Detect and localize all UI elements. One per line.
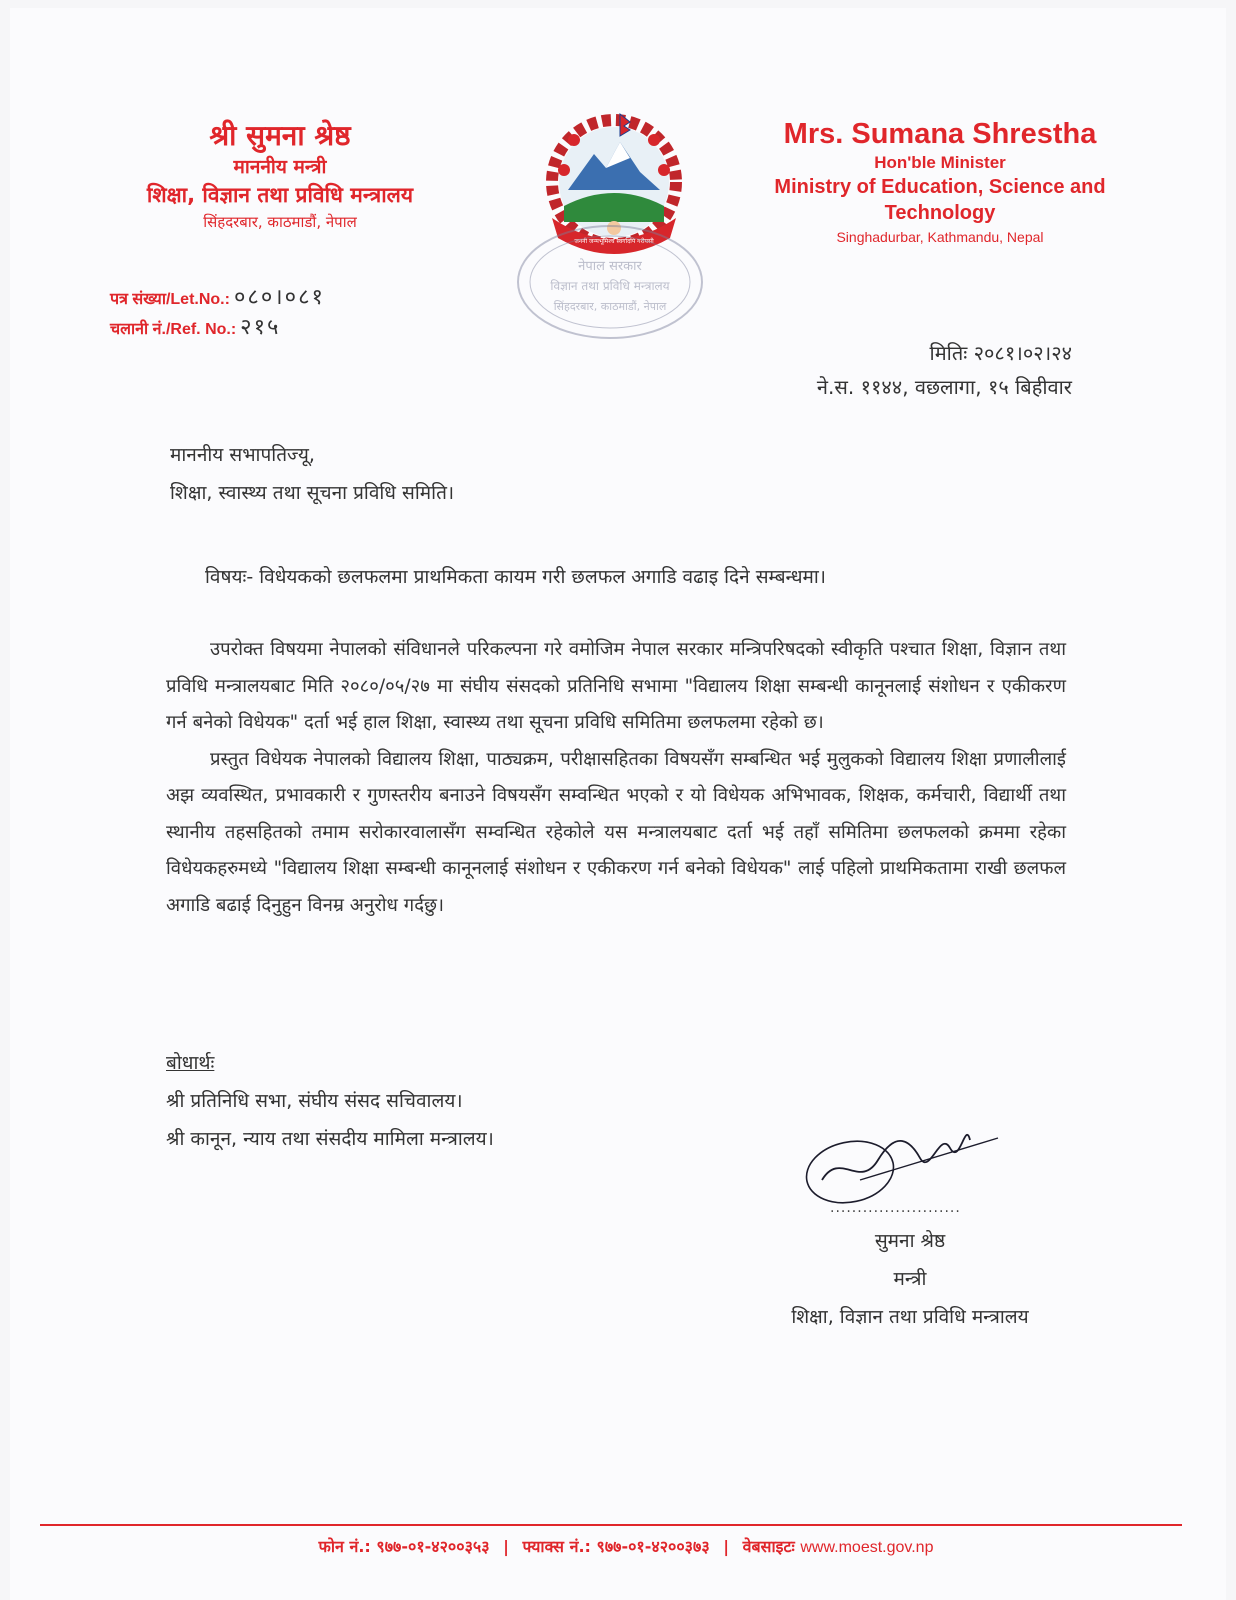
letter-number-row [110, 284, 325, 314]
ministry-name-english-line2: Technology [884, 202, 996, 224]
cc-line-2: श्री कानून, न्याय तथा संसदीय मामिला मन्त्रालय। [166, 1128, 494, 1150]
letter-body [166, 632, 1066, 924]
letter-date: मितिः २०८१।०२।२४ [929, 341, 1072, 365]
fax-number: ९७७-०१-४२००३७३ [596, 1537, 710, 1556]
website-link[interactable]: www.moest.gov.np [800, 1539, 934, 1556]
signer-title: मन्त्री [893, 1268, 927, 1290]
fax-label: फ्याक्स नं.: [522, 1537, 591, 1556]
website-label: वेबसाइटः [742, 1537, 795, 1556]
minister-name-nepali: श्री सुमना श्रेष्ठ [209, 119, 351, 152]
signer-block [740, 1222, 1080, 1336]
footer-separator: | [723, 1537, 730, 1556]
signature-dotted-line: ........................ [830, 1200, 961, 1216]
minister-role-english: Hon'ble Minister [874, 153, 1006, 172]
addressee-block [170, 436, 454, 512]
handwritten-signature [800, 1110, 1010, 1210]
phone-label: फोन नं.: [318, 1537, 371, 1556]
ministry-name-nepali: शिक्षा, विज्ञान तथा प्रविधि मन्त्रालय [146, 183, 414, 207]
cc-block [166, 1044, 494, 1158]
ref-number-value: २१५ [240, 315, 281, 340]
ministry-address-nepali: सिंहदरबार, काठमाडौं, नेपाल [203, 213, 357, 231]
footer-contact [40, 1535, 1212, 1557]
ref-number-label: चलानी नं./Ref. No.: [110, 321, 237, 338]
letter-number-label: पत्र संख्या/Let.No.: [110, 291, 230, 308]
body-paragraph-1: उपरोक्त विषयमा नेपालको संविधानले परिकल्पना गरे वमोजिम नेपाल सरकार मन्त्रिपरिषदको स्वीकृति पश्चात शिक्षा, विज्ञान तथा प्रविधि मन्त्रालयबाट मिति २०८०/०५/२७ मा संघीय संसदको प्रतिनिधि सभामा "विद्यालय शिक्षा सम्बन्धी कानूनलाई संशोधन र एकीकरण गर्न बनेको विधेयक" दर्ता भई हाल शिक्षा, स्वास्थ्य तथा सूचना प्रविधि समितिमा छलफलमा रहेको छ। [166, 639, 1066, 733]
date-block [817, 336, 1072, 404]
cc-heading: बोधार्थः [166, 1052, 215, 1074]
cc-line-1: श्री प्रतिनिधि सभा, संघीय संसद सचिवालय। [166, 1090, 463, 1112]
ministry-name-english-line1: Ministry of Education, Science and [774, 176, 1106, 198]
emblem-ribbon-text: जननी जन्मभूमिश्च स्वर्गादपि गरीयसी [574, 238, 654, 245]
ministry-address-english: Singhadurbar, Kathmandu, Nepal [836, 229, 1044, 245]
footer-separator: | [503, 1537, 509, 1556]
addressee-line-1: माननीय सभापतिज्यू, [170, 444, 315, 466]
letterhead-left [100, 118, 460, 234]
letter-number-value: ०८०।०८१ [233, 285, 325, 310]
nepal-sambat-date: ने.स. ११४४, वछलागा, १५ बिहीवार [816, 375, 1072, 399]
stamp-line-2: विज्ञान तथा प्रविधि मन्त्रालय [550, 279, 670, 293]
stamp-line-1: नेपाल सरकार [578, 259, 642, 274]
minister-role-nepali: माननीय मन्त्री [233, 156, 327, 178]
footer-divider [40, 1524, 1182, 1526]
signer-name: सुमना श्रेष्ठ [874, 1230, 946, 1252]
addressee-line-2: शिक्षा, स्वास्थ्य तथा सूचना प्रविधि समिति। [170, 482, 455, 504]
signer-ministry: शिक्षा, विज्ञान तथा प्रविधि मन्त्रालय [791, 1306, 1029, 1328]
ref-number-row [110, 314, 325, 344]
stamp-line-3: सिंहदरबार, काठमाडौं, नेपाल [553, 300, 667, 313]
phone-number: ९७७-०१-४२००३५३ [376, 1537, 490, 1556]
ministry-stamp-icon [510, 222, 710, 352]
minister-name-english: Mrs. Sumana Shrestha [783, 118, 1097, 150]
reference-block [110, 284, 325, 344]
body-paragraph-2: प्रस्तुत विधेयक नेपालको विद्यालय शिक्षा, पाठ्यक्रम, परीक्षासहितका विषयसँग सम्बन्धित भई मुलुकको विद्यालय शिक्षा प्रणालीलाई अझ व्यवस्थित, प्रभावकारी र गुणस्तरीय बनाउने विषयसँग सम्वन्धित भएको र यो विधेयक अभिभावक, शिक्षक, कर्मचारी, विद्यार्थी तथा स्थानीय तहसहितको तमाम सरोकारवालासँग सम्वन्धित रहेकोले यस मन्त्रालयबाट दर्ता भई तहाँ समितिमा छलफलको क्रममा रहेका विधेयकहरुमध्ये "विद्यालय शिक्षा सम्बन्धी कानूनलाई संशोधन र एकीकरण गर्न बनेको विधेयक" लाई पहिलो प्राथमिकतामा राखी छलफल अगाडि बढाई दिनुहुन विनम्र अनुरोध गर्दछु। [166, 748, 1066, 916]
subject-line: विषयः- विधेयकको छलफलमा प्राथमिकता कायम गरी छलफल अगाडि वढाइ दिने सम्बन्धमा। [205, 566, 826, 588]
letterhead-right [740, 116, 1140, 248]
